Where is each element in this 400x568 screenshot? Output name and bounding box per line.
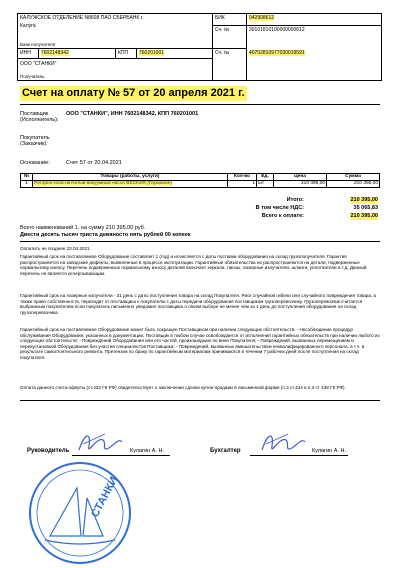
seal-text: СТАНКИ xyxy=(89,474,121,520)
bank-name: КАЛУЖСКОЕ ОТДЕЛЕНИЕ N8608 ПАО СБЕРБАНК г. xyxy=(20,15,144,21)
payee-label: Получатель xyxy=(20,74,45,79)
bank-city: Калуга xyxy=(20,23,36,29)
col-header-qty: Кол-во xyxy=(228,174,257,181)
kpp-label: КПП xyxy=(118,50,129,56)
head-name: Кулагин А. Н. xyxy=(130,448,164,454)
title-rule xyxy=(20,104,380,105)
total-value: 210 395,00 xyxy=(350,197,378,203)
cell-goods-text: Роторно-пластинчатый вакуумный насос BECKER (Германия) xyxy=(34,181,173,186)
head-signature xyxy=(75,430,125,458)
cell-unit: шт xyxy=(257,181,274,188)
basis-value: Счет 57 от 20.04.2021 xyxy=(66,160,122,166)
kpp-value: 760201001 xyxy=(139,50,165,56)
company-seal xyxy=(25,458,135,568)
vat-value: 35 065,83 xyxy=(353,205,378,211)
bank-details xyxy=(17,13,382,81)
bik-value: 042908612 xyxy=(249,15,275,21)
col-header-sum: Сумма xyxy=(327,174,380,181)
col-header-price: Цена xyxy=(274,174,327,181)
corr-account-label: Сч. № xyxy=(215,27,230,33)
items-table xyxy=(20,173,380,188)
cell-price: 210 395,00 xyxy=(274,181,327,188)
warranty-paragraph-1: Гарантийный срок на поставляемое Оборудование составляет 1 (год) и исчисляется с даты поставки оборудования на склад грузополучателя. Гарантия распространяется на заводские дефекты, выявленные в процессе эксплуатации. Гарантийные обязательства не распространяются на детали, подверженные нормальному износу. Перечень подверженных нормальному износу деталей включает зеркала, линзы, лазерные излучатели, шланги, уплотнители и т.д. Данный перечень не является исчерпывающим. xyxy=(20,254,367,276)
cell-number: 1 xyxy=(21,181,33,188)
pay-value: 210 395,00 xyxy=(350,213,378,219)
inn-label: ИНН xyxy=(20,50,31,56)
supplier-value: ООО "СТАНКИ", ИНН 7602148342, КПП 760201001 xyxy=(66,111,199,117)
table-row xyxy=(21,181,380,188)
col-header-number: № xyxy=(21,174,33,181)
amount-in-words: Двести десять тысяч триста девяносто пять рублей 00 копеек xyxy=(20,232,191,238)
warranty-paragraph-2: Гарантийный срок на лазерные излучатели - 31 день с даты поступления товара на склад Покупателя. Риск случайной гибели или случайного повреждения товара, а также право собственности, переходит от поставщика к покупателю с даты передачи оборудования поставщиком грузоперевозчику. Грузоперевозчик считается выбранным покупателем если покупатель письменно уведомил поставщика о своем выборе не менее чем за 1 день до поступления оборудования на склад грузоперевозчика. xyxy=(20,293,376,315)
supplier-label-2: (Исполнитель): xyxy=(20,117,59,123)
supplier-label: Поставщик xyxy=(20,111,49,117)
summary-rule xyxy=(20,241,380,242)
corr-account-value: 30101810100000000612 xyxy=(249,27,305,33)
invoice-title: Счет на оплату № 57 от 20 апреля 2021 г. xyxy=(22,87,245,99)
bik-label: БИК xyxy=(215,15,225,21)
accountant-label: Бухгалтер xyxy=(210,448,241,454)
buyer-label: Покупатель xyxy=(20,135,50,141)
warranty-paragraph-3: Гарантийный срок на поставляемое Оборудование может быть сокращен Поставщиком при наличии следующих обстоятельств: - Несоблюдение процедур обслуживания Оборудования, указанных в документации, Поставщик в любом случае освобождается от исполнения гарантийных обязательств при наличии любого из следующих обстоятельств: - Повреждений Оборудования или его частей, произошедших по вине Покупателя; - Повреждений, вызванных перемещением и перекустановкой Оборудования без участия специалистов Поставщика; - Повреждений, вызванных вмешательством неквалифицированного персонала, в т.ч. в результате самостоятельного ремонта. Претензии по браку по гарантийным материалам принимаются в течении 7 рабочих дней после поступления на склад покупателя. xyxy=(20,327,380,360)
items-count-line: Всего наименований 1, на сумму 210 395,00 руб. xyxy=(20,225,146,231)
payee-name: ООО "СТАНКИ" xyxy=(20,61,57,67)
account-value: 40702810977030019591 xyxy=(249,50,305,56)
account-label: Сч. № xyxy=(215,50,230,56)
total-label: Итого: xyxy=(286,197,304,203)
col-header-goods: Товары (работы, услуги) xyxy=(33,174,228,181)
offer-paragraph: Оплата данного счета-оферты (ст.432 ГК РФ) свидетельствует о заключении сделки купли-продажи в письменной форме (п.3 ст.434 и п.3 ст 438 ГК РФ) xyxy=(20,385,345,390)
payment-deadline: Оплатить не позднее 23.04.2021 xyxy=(20,246,90,251)
accountant-signature xyxy=(258,430,308,458)
buyer-label-2: (Заказчик): xyxy=(20,141,48,147)
basis-label: Основание: xyxy=(20,160,50,166)
cell-qty: 1 xyxy=(228,181,257,188)
bank-label: Банк получателя xyxy=(20,42,56,47)
head-label: Руководитель xyxy=(27,448,70,454)
terms-rule xyxy=(20,400,380,401)
accountant-name: Кулагин А. Н. xyxy=(312,448,346,454)
pay-label: Всего к оплате: xyxy=(261,213,304,219)
vat-label: В том числе НДС: xyxy=(255,205,304,211)
cell-sum: 210 395,00 xyxy=(327,181,380,188)
cell-goods xyxy=(33,181,228,188)
col-header-unit: Ед. xyxy=(257,174,274,181)
inn-value: 7602148342 xyxy=(41,50,69,56)
table-header-row xyxy=(21,174,380,181)
